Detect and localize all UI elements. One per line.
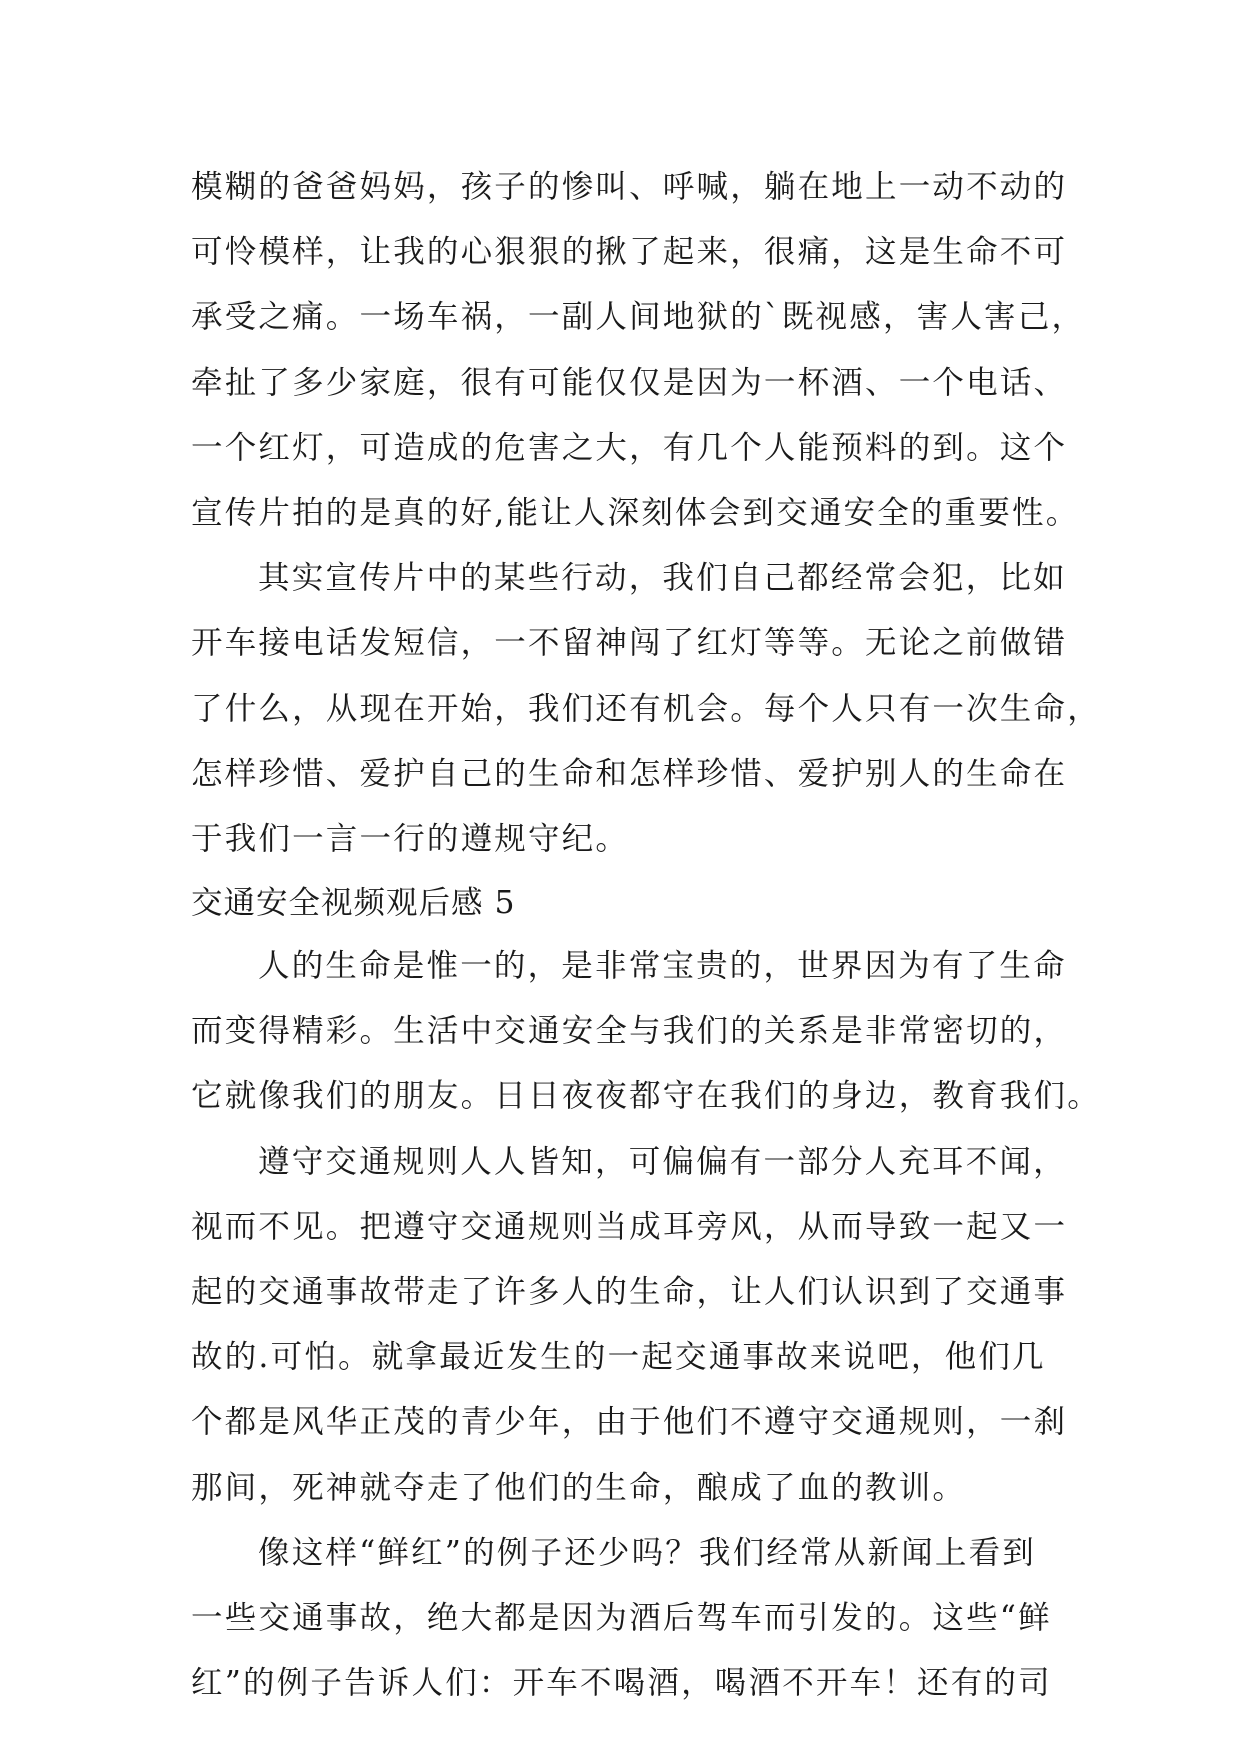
text-line: 于我们一言一行的遵规守纪。 — [191, 820, 630, 857]
text-line: 模糊的爸爸妈妈，孩子的惨叫、呼喊，躺在地上一动不动的 — [191, 169, 1068, 205]
document-body — [191, 155, 1101, 1716]
text-line: 一个红灯，可造成的危害之大，有几个人能预料的到。这个 — [191, 429, 1068, 466]
text-line: 其实宣传片中的某些行动，我们自己都经常会犯，比如 — [258, 560, 1067, 597]
paragraph — [191, 1521, 1071, 1717]
text-line: 遵守交通规则人人皆知，可偏偏有一部分人充耳不闻， — [258, 1143, 1067, 1180]
paragraph — [191, 1130, 1071, 1521]
text-line: 它就像我们的朋友。日日夜夜都守在我们的身边，教育我们。 — [191, 1078, 1101, 1115]
text-line: 红”的例子告诉人们：开车不喝酒，喝酒不开车！还有的司 — [191, 1665, 1052, 1702]
text-line: 可怜模样，让我的心狠狠的揪了起来，很痛，这是生命不可 — [191, 234, 1068, 271]
text-line: 视而不见。把遵守交通规则当成耳旁风，从而导致一起又一 — [191, 1208, 1068, 1245]
text-line: 人的生命是惟一的，是非常宝贵的，世界因为有了生命 — [258, 948, 1067, 985]
paragraph — [191, 934, 1101, 1130]
text-line: 一些交通事故，绝大都是因为酒后驾车而引发的。这些“鲜 — [191, 1599, 1052, 1636]
text-line: 那间，死神就夺走了他们的生命，酿成了血的教训。 — [191, 1469, 967, 1506]
text-line: 宣传片拍的是真的好,能让人深刻体会到交通安全的重要性。 — [191, 494, 1080, 531]
text-line: 故的.可怕。就拿最近发生的一起交通事故来说吧，他们几 — [191, 1339, 1046, 1376]
text-line: 怎样珍惜、爱护自己的生命和怎样珍惜、爱护别人的生命在 — [191, 755, 1068, 792]
text-line: 起的交通事故带走了许多人的生命，让人们认识到了交通事 — [191, 1274, 1068, 1310]
section-heading: 交通安全视频观后感 5 — [191, 885, 516, 922]
text-line: 了什么，从现在开始，我们还有机会。每个人只有一次生命， — [191, 690, 1101, 727]
text-line: 承受之痛。一场车祸，一副人间地狱的`既视感，害人害己， — [191, 299, 1086, 336]
text-line: 像这样“鲜红”的例子还少吗？我们经常从新闻上看到 — [258, 1534, 1037, 1571]
paragraph-continued — [191, 155, 1086, 546]
text-line: 个都是风华正茂的青少年，由于他们不遵守交通规则，一刹 — [191, 1404, 1068, 1441]
text-line: 开车接电话发短信，一不留神闯了红灯等等。无论之前做错 — [191, 625, 1068, 662]
paragraph — [191, 546, 1101, 872]
text-line: 牵扯了多少家庭，很有可能仅仅是因为一杯酒、一个电话、 — [191, 364, 1068, 401]
text-line: 而变得精彩。生活中交通安全与我们的关系是非常密切的， — [191, 1013, 1068, 1050]
